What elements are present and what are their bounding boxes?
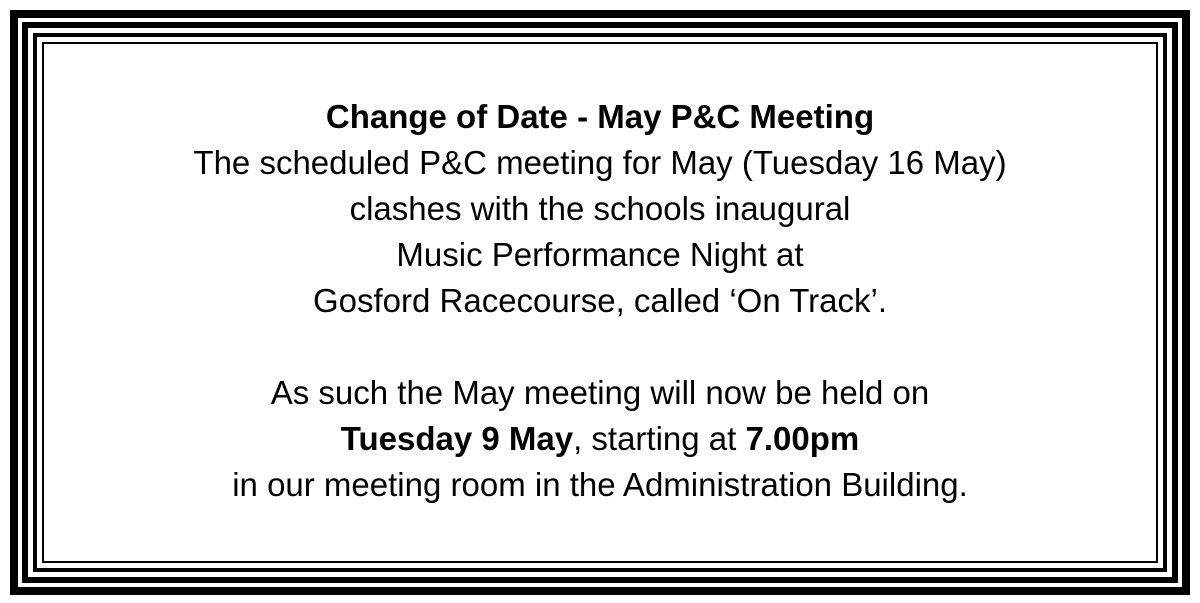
meeting-location: in our meeting room in the Administration Building. bbox=[232, 466, 968, 503]
paragraph-gap bbox=[50, 324, 1150, 370]
paragraph2-line2 bbox=[50, 416, 1150, 462]
start-time: 7.00pm bbox=[745, 420, 860, 457]
paragraph1-line2: clashes with the schools inaugural bbox=[349, 190, 851, 227]
notice-title: Change of Date - May P&C Meeting bbox=[325, 98, 875, 135]
paragraph2-line1: As such the May meeting will now be held on bbox=[270, 374, 930, 411]
paragraph1-line4: Gosford Racecourse, called ‘On Track’. bbox=[312, 282, 888, 319]
paragraph1-line1: The scheduled P&C meeting for May (Tuesday 16 May) bbox=[193, 144, 1007, 181]
new-date: Tuesday 9 May bbox=[340, 420, 574, 457]
paragraph1-line3: Music Performance Night at bbox=[396, 236, 804, 273]
starting-at-text: , starting at bbox=[573, 420, 746, 457]
notice-content bbox=[50, 50, 1150, 555]
